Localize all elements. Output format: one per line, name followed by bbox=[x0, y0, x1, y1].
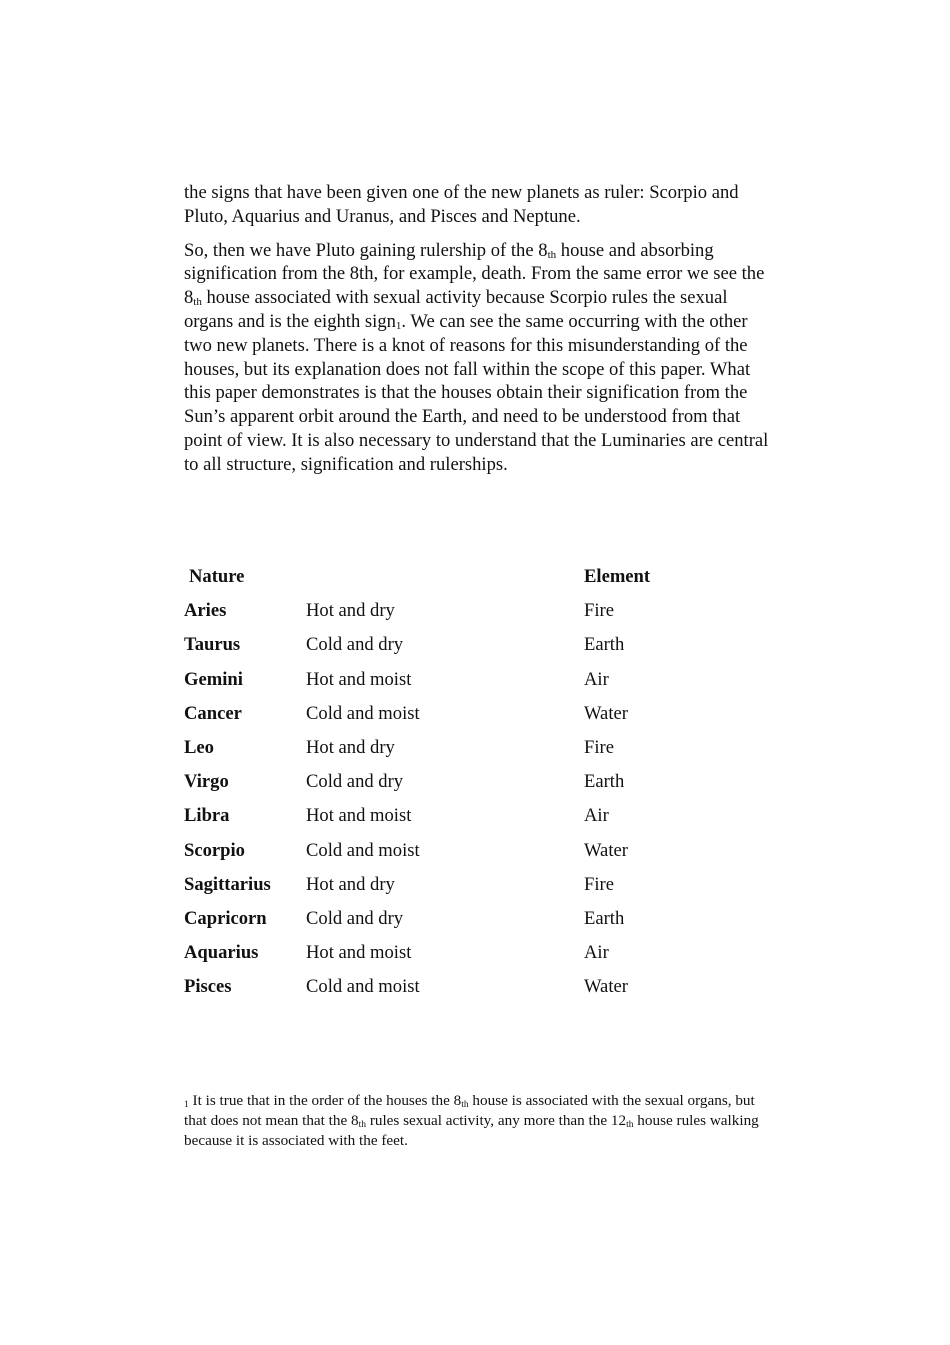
element-cell: Fire bbox=[584, 873, 614, 895]
table-row bbox=[184, 874, 769, 908]
sign-cell: Virgo bbox=[184, 771, 229, 793]
paragraph-1: the signs that have been given one of the new planets as ruler: Scorpio and Pluto, Aquarius and Uranus, and Pisces and Neptune. bbox=[184, 182, 739, 227]
footnote-part: house is associated with the sexual organs, but that does not mean that the 8 bbox=[184, 1092, 755, 1129]
paragraph-2 bbox=[184, 239, 769, 477]
ordinal-suffix: th bbox=[461, 1100, 469, 1110]
sign-cell: Gemini bbox=[184, 668, 243, 690]
element-cell: Fire bbox=[584, 736, 614, 758]
header-nature: Nature bbox=[189, 566, 245, 587]
nature-cell: Cold and dry bbox=[306, 634, 404, 656]
paragraph-2-part: house associated with sexual activity because Scorpio rules the sexual organs and is the eighth sign bbox=[184, 287, 728, 332]
nature-cell: Hot and dry bbox=[306, 873, 395, 895]
signs-table bbox=[184, 566, 769, 1010]
paragraph-2-part: So, then we have Pluto gaining rulership of the 8 bbox=[184, 239, 548, 261]
element-cell: Earth bbox=[584, 634, 625, 656]
nature-cell: Hot and moist bbox=[306, 668, 412, 690]
sign-cell: Libra bbox=[184, 805, 230, 827]
sign-cell: Capricorn bbox=[184, 907, 267, 929]
body-text bbox=[184, 181, 769, 477]
element-cell: Earth bbox=[584, 907, 625, 929]
element-cell: Air bbox=[584, 942, 609, 964]
ordinal-suffix: th bbox=[358, 1120, 367, 1130]
element-cell: Air bbox=[584, 805, 609, 827]
sign-cell: Leo bbox=[184, 736, 214, 758]
table-row bbox=[184, 771, 769, 805]
element-cell: Fire bbox=[584, 600, 614, 622]
sign-cell: Taurus bbox=[184, 634, 241, 656]
element-cell: Water bbox=[584, 839, 628, 861]
paragraph-2-part: house and absorbing signification from the 8th, for example, death. From the same error we see the 8 bbox=[184, 239, 765, 309]
nature-cell: Cold and dry bbox=[306, 907, 404, 929]
nature-cell: Hot and dry bbox=[306, 600, 395, 622]
footnote bbox=[184, 1091, 774, 1151]
sign-cell: Cancer bbox=[184, 702, 242, 724]
table-row bbox=[184, 634, 769, 668]
table-row bbox=[184, 908, 769, 942]
table-row bbox=[184, 805, 769, 839]
paragraph-2-part: . We can see the same occurring with the other two new planets. There is a knot of reasons for this misunderstanding of the houses, but its explanation does not fall within the scope of this paper. What this paper demonstrates is that the houses obtain their signification from the Sun’s apparent orbit around the Earth, and need to be understood from that point of view. It is also necessary to understand that the Luminaries are central to all structure, signification and rulerships. bbox=[184, 310, 769, 475]
nature-cell: Cold and moist bbox=[306, 976, 420, 998]
nature-cell: Cold and moist bbox=[306, 839, 420, 861]
table-row bbox=[184, 976, 769, 1010]
table-row bbox=[184, 737, 769, 771]
element-cell: Water bbox=[584, 976, 628, 998]
footnote-part: rules sexual activity, any more than the 12 bbox=[366, 1112, 627, 1129]
nature-cell: Cold and moist bbox=[306, 702, 420, 724]
footnote-marker: 1 bbox=[184, 1100, 189, 1110]
footnote-part: house rules walking because it is associated with the feet. bbox=[184, 1112, 759, 1149]
element-cell: Water bbox=[584, 702, 628, 724]
table-row bbox=[184, 840, 769, 874]
sign-cell: Aries bbox=[184, 600, 227, 622]
table-body bbox=[184, 600, 769, 1010]
nature-cell: Hot and moist bbox=[306, 942, 412, 964]
header-element: Element bbox=[584, 566, 651, 587]
nature-cell: Cold and dry bbox=[306, 771, 404, 793]
ordinal-suffix: th bbox=[547, 248, 557, 261]
table-header-row bbox=[184, 566, 769, 600]
ordinal-suffix: th bbox=[193, 296, 202, 309]
footnote-part: It is true that in the order of the houses the 8 bbox=[188, 1092, 462, 1109]
table-row bbox=[184, 942, 769, 976]
sign-cell: Aquarius bbox=[184, 942, 259, 964]
nature-cell: Hot and moist bbox=[306, 805, 412, 827]
element-cell: Air bbox=[584, 668, 609, 690]
sign-cell: Sagittarius bbox=[184, 873, 271, 895]
sign-cell: Pisces bbox=[184, 976, 232, 998]
ordinal-suffix: th bbox=[626, 1120, 634, 1130]
footnote-ref[interactable]: 1 bbox=[395, 319, 402, 332]
table-row bbox=[184, 703, 769, 737]
table-row bbox=[184, 669, 769, 703]
element-cell: Earth bbox=[584, 771, 625, 793]
nature-cell: Hot and dry bbox=[306, 736, 395, 758]
table-row bbox=[184, 600, 769, 634]
sign-cell: Scorpio bbox=[184, 839, 245, 861]
